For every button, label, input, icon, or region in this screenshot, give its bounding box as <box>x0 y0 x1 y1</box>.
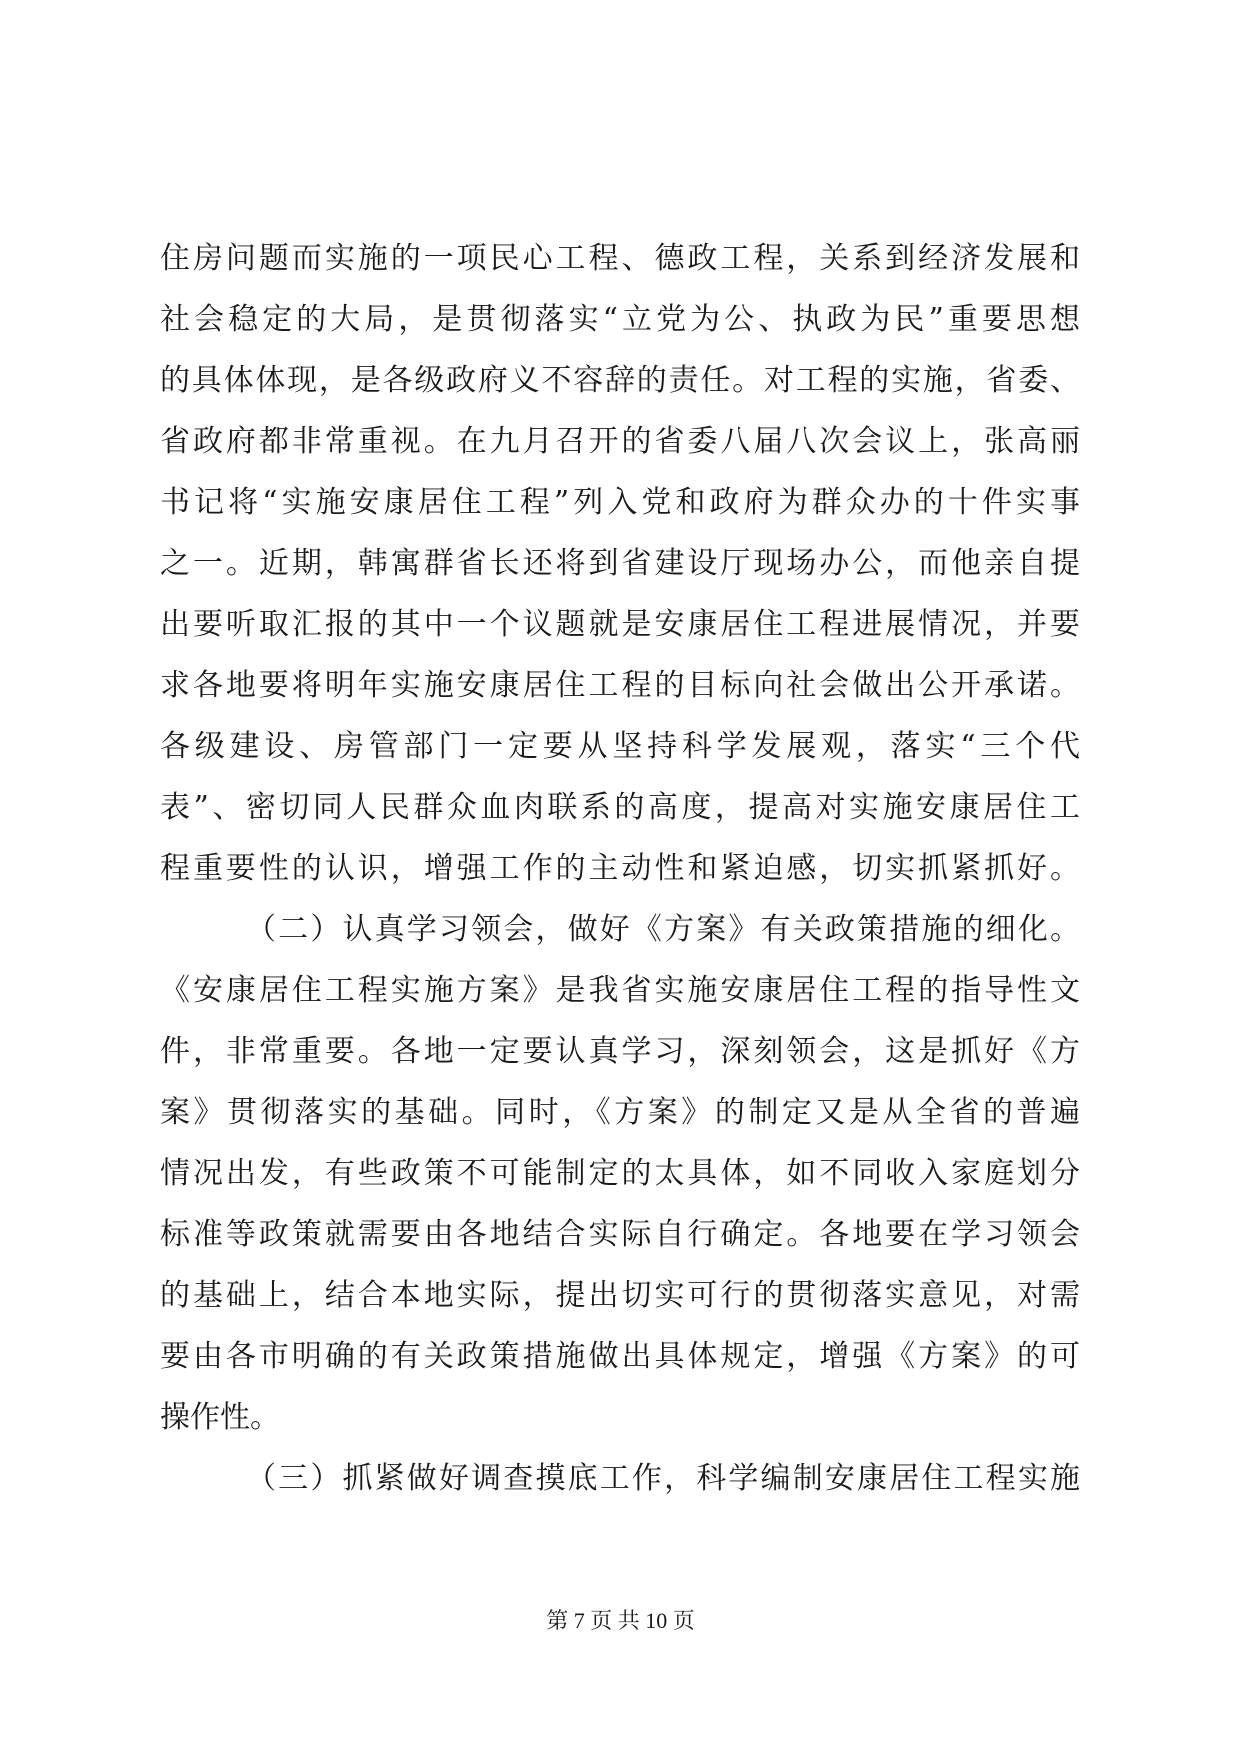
text-line: 件，非常重要。各地一定要认真学习，深刻领会，这是抓好《方 <box>160 1034 1080 1069</box>
page-footer: 第 7 页 共 10 页 <box>546 1608 695 1633</box>
text-line: 书记将“实施安康居住工程”列入党和政府为群众办的十件实事 <box>160 485 1080 520</box>
text-line: 案》贯彻落实的基础。同时，《方案》的制定又是从全省的普遍 <box>160 1095 1080 1130</box>
text-line: 的基础上，结合本地实际，提出切实可行的贯彻落实意见，对需 <box>160 1278 1080 1313</box>
text-line: 要由各市明确的有关政策措施做出具体规定，增强《方案》的可 <box>160 1339 1080 1374</box>
text-line: 出要听取汇报的其中一个议题就是安康居住工程进展情况，并要 <box>160 607 1080 642</box>
text-line: 社会稳定的大局，是贯彻落实“立党为公、执政为民”重要思想 <box>160 302 1080 337</box>
text-line: 的具体体现，是各级政府义不容辞的责任。对工程的实施，省委、 <box>160 363 1080 398</box>
text-line: 程重要性的认识，增强工作的主动性和紧迫感，切实抓紧抓好。 <box>160 851 1080 886</box>
text-line: 情况出发，有些政策不可能制定的太具体，如不同收入家庭划分 <box>160 1156 1080 1191</box>
text-line: 住房问题而实施的一项民心工程、德政工程，关系到经济发展和 <box>160 241 1080 276</box>
text-line: 求各地要将明年实施安康居住工程的目标向社会做出公开承诺。 <box>160 668 1080 703</box>
text-line: 标准等政策就需要由各地结合实际自行确定。各地要在学习领会 <box>160 1217 1080 1252</box>
text-line: 表”、密切同人民群众血肉联系的高度，提高对实施安康居住工 <box>160 790 1080 825</box>
body-text <box>160 228 1080 1509</box>
text-line: 之一。近期，韩寓群省长还将到省建设厅现场办公，而他亲自提 <box>160 546 1080 581</box>
text-line: （二）认真学习领会，做好《方案》有关政策措施的细化。 <box>246 912 1080 947</box>
text-line: 省政府都非常重视。在九月召开的省委八届八次会议上，张高丽 <box>160 424 1080 459</box>
text-line: 操作性。 <box>160 1400 280 1435</box>
text-line: 《安康居住工程实施方案》是我省实施安康居住工程的指导性文 <box>160 973 1080 1008</box>
text-line: 各级建设、房管部门一定要从坚持科学发展观，落实“三个代 <box>160 729 1080 764</box>
text-line: （三）抓紧做好调查摸底工作，科学编制安康居住工程实施 <box>246 1461 1080 1496</box>
